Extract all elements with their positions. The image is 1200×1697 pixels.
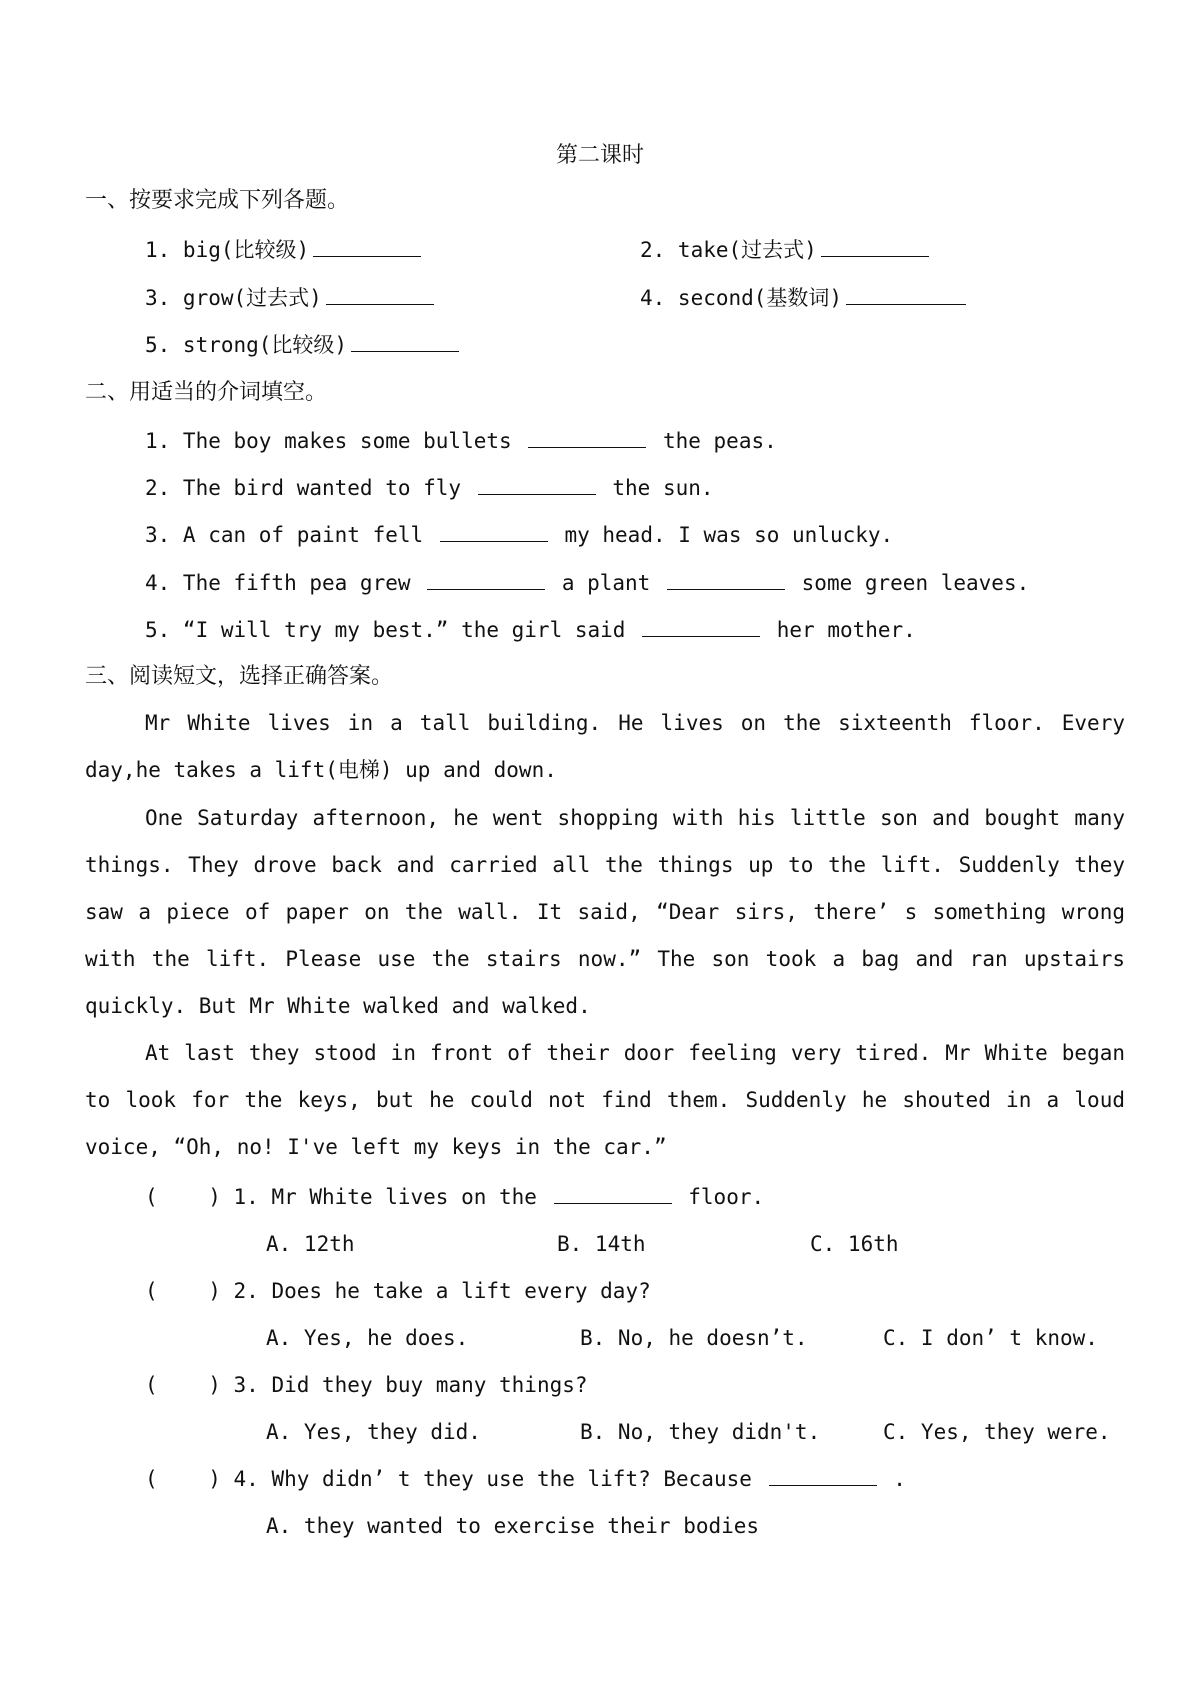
q2-option-a[interactable]: A. Yes, he does. (266, 1326, 469, 1350)
s2-item-2-end: the sun. (612, 476, 714, 500)
answer-blank[interactable] (440, 521, 548, 542)
q2-option-c[interactable]: C. I don’ t know. (883, 1326, 1098, 1350)
answer-blank[interactable] (313, 236, 421, 257)
question-4-end: . (893, 1467, 906, 1491)
s1-item-3-text: 3. grow(过去式) (145, 286, 322, 310)
s2-item-3-end: my head. I was so unlucky. (564, 523, 894, 547)
q3-option-c[interactable]: C. Yes, they were. (883, 1420, 1111, 1444)
answer-blank[interactable] (554, 1183, 672, 1204)
s2-item-3 (145, 521, 893, 549)
s2-item-4-end: some green leaves. (801, 571, 1030, 595)
section1-heading: 一、按要求完成下列各题。 (85, 188, 350, 213)
question-2-text: 2. Does he take a lift every day? (233, 1279, 651, 1303)
s2-item-3-text: 3. A can of paint fell (145, 523, 424, 547)
s2-item-1-end: the peas. (662, 429, 777, 453)
s2-item-5 (145, 616, 916, 644)
s2-item-1 (145, 427, 777, 455)
s2-item-5-end: her mother. (776, 618, 916, 642)
answer-blank[interactable] (846, 284, 966, 305)
s1-item-2-text: 2. take(过去式) (640, 238, 817, 262)
section2-heading: 二、用适当的介词填空。 (85, 380, 328, 405)
q4-option-a[interactable]: A. they wanted to exercise their bodies (266, 1514, 760, 1538)
s2-item-5-text: 5. “I will try my best.” the girl said (145, 618, 626, 642)
answer-blank[interactable] (326, 284, 434, 305)
question-3-text: 3. Did they buy many things? (233, 1373, 588, 1397)
answer-blank[interactable] (642, 616, 760, 637)
answer-blank[interactable] (351, 331, 459, 352)
s2-item-1-text: 1. The boy makes some bullets (145, 429, 512, 453)
passage-paragraph-2: One Saturday afternoon, he went shopping with his little son and bought many things. They drove back and carried all the things up to the lift. Suddenly they saw a piece of paper on the wall. It said, “Dear sirs, there’ s something wrong with the lift. Please use the stairs now.” The son took a bag and ran upstairs quickly. But Mr White walked and walked. (85, 806, 1125, 1018)
question-1-text: 1. Mr White lives on the (233, 1185, 537, 1209)
s1-item-1 (145, 236, 425, 264)
answer-paren[interactable]: ( ) (145, 1467, 221, 1491)
s1-item-4 (640, 284, 970, 312)
s1-item-1-text: 1. big(比较级) (145, 238, 310, 262)
question-1 (145, 1183, 764, 1211)
q1-option-a[interactable]: A. 12th (266, 1232, 355, 1256)
answer-paren[interactable]: ( ) (145, 1373, 221, 1397)
passage-paragraph-3: At last they stood in front of their door feeling very tired. Mr White began to look for the keys, but he could not find them. Suddenly he shouted in a loud voice, “Oh, no! I've left my keys in the car.” (85, 1041, 1125, 1159)
question-1-end: floor. (688, 1185, 765, 1209)
section3-heading: 三、阅读短文，选择正确答案。 (85, 664, 394, 689)
answer-blank[interactable] (427, 569, 545, 590)
q3-option-b[interactable]: B. No, they didn't. (580, 1420, 821, 1444)
answer-blank[interactable] (821, 236, 929, 257)
s2-item-4-text: 4. The fifth pea grew (145, 571, 411, 595)
question-3 (145, 1371, 588, 1399)
question-4-text: 4. Why didn’ t they use the lift? Because (233, 1467, 752, 1491)
page-title: 第二课时 (555, 143, 644, 168)
q3-option-a[interactable]: A. Yes, they did. (266, 1420, 481, 1444)
s2-item-4 (145, 569, 1029, 597)
q2-option-b[interactable]: B. No, he doesn’t. (580, 1326, 808, 1350)
s1-item-5-text: 5. strong(比较级) (145, 333, 348, 357)
question-2 (145, 1277, 651, 1305)
answer-blank[interactable] (478, 474, 596, 495)
answer-paren[interactable]: ( ) (145, 1279, 221, 1303)
q1-option-b[interactable]: B. 14th (557, 1232, 646, 1256)
answer-blank[interactable] (528, 427, 646, 448)
answer-blank[interactable] (769, 1465, 877, 1486)
answer-blank[interactable] (667, 569, 785, 590)
s1-item-2 (640, 236, 933, 264)
q1-option-c[interactable]: C. 16th (810, 1232, 899, 1256)
question-4 (145, 1465, 906, 1493)
passage-paragraph-1: Mr White lives in a tall building. He lives on the sixteenth floor. Every day,he takes a lift(电梯) up and down. (85, 711, 1125, 782)
s2-item-4-mid: a plant (561, 571, 651, 595)
s1-item-3 (145, 284, 438, 312)
s2-item-2-text: 2. The bird wanted to fly (145, 476, 462, 500)
s2-item-2 (145, 474, 714, 502)
answer-paren[interactable]: ( ) (145, 1185, 221, 1209)
s1-item-4-text: 4. second(基数词) (640, 286, 843, 310)
s1-item-5 (145, 331, 463, 359)
